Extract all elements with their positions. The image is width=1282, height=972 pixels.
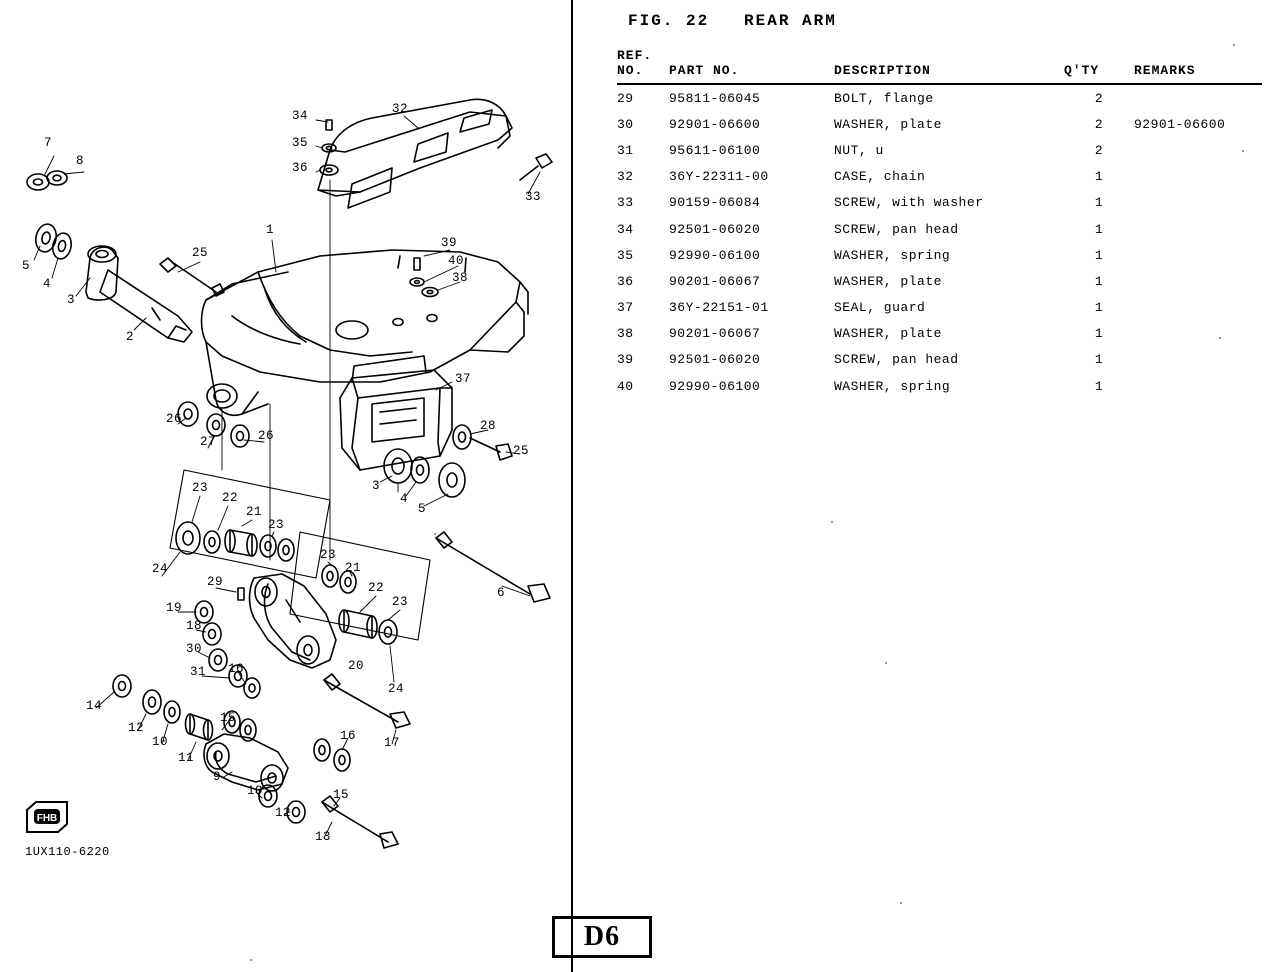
cell-qty: 1 [1094, 300, 1104, 316]
cell-description: SEAL, guard [834, 300, 926, 316]
cell-remarks [1134, 295, 1262, 321]
cell-ref-no: 32 [617, 169, 634, 185]
scan-speck [1242, 150, 1244, 152]
cell-part-no: 92501-06020 [669, 352, 761, 368]
cell-remarks [1134, 321, 1262, 347]
cell-part-no: 95611-06100 [669, 142, 761, 158]
cell-description: WASHER, plate [834, 273, 942, 289]
table-row [617, 216, 1262, 242]
cell-part-no: 95811-06045 [669, 90, 761, 106]
cell-part-no: 90201-06067 [669, 273, 761, 289]
callout-24b: 24 [388, 682, 405, 696]
column-header-ref-no [617, 48, 669, 84]
callout-23b: 23 [268, 518, 285, 532]
callout-39: 39 [441, 236, 458, 250]
page-code-badge [552, 916, 652, 958]
callout-13: 13 [315, 830, 332, 844]
cell-description: WASHER, plate [834, 116, 942, 132]
callout-1: 1 [266, 223, 275, 237]
callout-5: 5 [22, 259, 31, 273]
cell-ref-no: 30 [617, 116, 634, 132]
callout-15a: 15 [220, 711, 237, 725]
callout-22a: 22 [222, 491, 239, 505]
cell-qty: 2 [1094, 90, 1104, 106]
cell-qty: 1 [1094, 195, 1104, 211]
cell-part-no: 90159-06084 [669, 195, 761, 211]
table-row [617, 190, 1262, 216]
callout-10a: 10 [152, 735, 169, 749]
table-row [617, 111, 1262, 137]
callout-26a: 26 [166, 412, 183, 426]
cell-description: SCREW, with washer [834, 195, 984, 211]
callout-25b: 25 [513, 444, 530, 458]
cell-ref-no: 39 [617, 352, 634, 368]
cell-remarks [1134, 268, 1262, 294]
cell-qty: 1 [1094, 169, 1104, 185]
cell-remarks [1134, 373, 1262, 399]
callout-21b: 21 [345, 561, 362, 575]
callout-8: 8 [76, 154, 85, 168]
callout-3b: 3 [372, 479, 381, 493]
cell-description: BOLT, flange [834, 90, 934, 106]
cell-description: SCREW, pan head [834, 352, 959, 368]
figure-title: FIG. 22 REAR ARM [628, 12, 837, 30]
callout-18: 18 [186, 619, 203, 633]
parts-diagram [0, 0, 571, 972]
callout-12b: 12 [275, 806, 292, 820]
column-header-qty: Q'TY [1064, 48, 1134, 84]
cell-qty: 2 [1094, 142, 1104, 158]
cell-part-no: 36Y-22151-01 [669, 300, 769, 316]
cell-description: WASHER, spring [834, 378, 951, 394]
cell-description: NUT, u [834, 142, 884, 158]
scan-speck [434, 533, 436, 535]
cell-qty: 1 [1094, 247, 1104, 263]
cell-ref-no: 33 [617, 195, 634, 211]
table-row [617, 347, 1262, 373]
cell-part-no: 92990-06100 [669, 378, 761, 394]
cell-remarks [1134, 242, 1262, 268]
table-row [617, 268, 1262, 294]
ref-no-head-line1: REF. [617, 48, 653, 63]
cell-remarks [1134, 84, 1262, 111]
table-row [617, 164, 1262, 190]
callout-29: 29 [207, 575, 224, 589]
callout-5b: 5 [418, 502, 427, 516]
callout-32: 32 [392, 102, 409, 116]
cell-remarks [1134, 347, 1262, 373]
rear-arm-drawing [0, 0, 571, 972]
callout-9: 9 [213, 770, 222, 784]
scan-speck [250, 959, 252, 961]
callout-26b: 26 [258, 429, 275, 443]
parts-list-panel [571, 0, 1282, 972]
cell-remarks: 92901-06600 [1134, 116, 1226, 132]
callout-24a: 24 [152, 562, 169, 576]
callout-30: 30 [186, 642, 203, 656]
scan-speck [885, 662, 887, 664]
page-code-text: D6 [583, 921, 621, 952]
callout-15b: 15 [333, 788, 350, 802]
table-row [617, 84, 1262, 111]
column-header-description: DESCRIPTION [834, 48, 1064, 84]
cell-part-no: 92501-06020 [669, 221, 761, 237]
scan-speck [1233, 44, 1235, 46]
callout-22b: 22 [368, 581, 385, 595]
cell-qty: 1 [1094, 378, 1104, 394]
cell-qty: 1 [1094, 326, 1104, 342]
callout-17: 17 [384, 736, 401, 750]
callout-38: 38 [452, 271, 469, 285]
cell-remarks [1134, 190, 1262, 216]
column-header-part-no: PART NO. [669, 48, 834, 84]
callout-35: 35 [292, 136, 309, 150]
cell-qty: 1 [1094, 273, 1104, 289]
cell-ref-no: 38 [617, 326, 634, 342]
callout-31: 31 [190, 665, 207, 679]
callout-3: 3 [67, 293, 76, 307]
callout-16a: 16 [228, 662, 245, 676]
table-row [617, 321, 1262, 347]
callout-12a: 12 [128, 721, 145, 735]
cell-part-no: 92990-06100 [669, 247, 761, 263]
callout-6: 6 [497, 586, 506, 600]
drawing-number: 1UX110-6220 [25, 845, 110, 859]
callout-7: 7 [44, 136, 53, 150]
cell-qty: 1 [1094, 221, 1104, 237]
cell-part-no: 92901-06600 [669, 116, 761, 132]
cell-qty: 2 [1094, 116, 1104, 132]
callout-10b: 10 [247, 784, 264, 798]
cell-part-no: 90201-06067 [669, 326, 761, 342]
column-header-remarks: REMARKS [1134, 48, 1262, 84]
cell-part-no: 36Y-22311-00 [669, 169, 769, 185]
callout-16b: 16 [340, 729, 357, 743]
cell-ref-no: 40 [617, 378, 634, 394]
cell-description: WASHER, plate [834, 326, 942, 342]
cell-remarks [1134, 216, 1262, 242]
callout-23a: 23 [192, 481, 209, 495]
svg-text:FHB: FHB [36, 813, 58, 824]
cell-remarks [1134, 164, 1262, 190]
cell-description: SCREW, pan head [834, 221, 959, 237]
callout-4: 4 [43, 277, 52, 291]
table-row [617, 373, 1262, 399]
ref-no-head-line2: NO. [617, 63, 644, 78]
cell-ref-no: 34 [617, 221, 634, 237]
scan-speck [1219, 337, 1221, 339]
scan-speck [831, 521, 833, 523]
cell-description: CASE, chain [834, 169, 926, 185]
callout-11: 11 [178, 751, 195, 765]
callout-2: 2 [126, 330, 135, 344]
cell-ref-no: 29 [617, 90, 634, 106]
table-row [617, 137, 1262, 163]
parts-table [617, 48, 1262, 399]
callout-34: 34 [292, 109, 309, 123]
callout-20: 20 [348, 659, 365, 673]
callout-28: 28 [480, 419, 497, 433]
callout-23c: 23 [320, 548, 337, 562]
cell-ref-no: 37 [617, 300, 634, 316]
callout-25a: 25 [192, 246, 209, 260]
callout-23d: 23 [392, 595, 409, 609]
callout-36: 36 [292, 161, 309, 175]
callout-14: 14 [86, 699, 103, 713]
cell-qty: 1 [1094, 352, 1104, 368]
callout-33: 33 [525, 190, 542, 204]
table-row [617, 242, 1262, 268]
callout-27: 27 [200, 435, 217, 449]
fhb-logo-icon [24, 800, 70, 834]
callout-4b: 4 [400, 492, 409, 506]
scan-speck [900, 902, 902, 904]
cell-ref-no: 31 [617, 142, 634, 158]
callout-21a: 21 [246, 505, 263, 519]
cell-description: WASHER, spring [834, 247, 951, 263]
table-row [617, 295, 1262, 321]
cell-ref-no: 35 [617, 247, 634, 263]
cell-ref-no: 36 [617, 273, 634, 289]
callout-37: 37 [455, 372, 472, 386]
callout-40: 40 [448, 254, 465, 268]
callout-19: 19 [166, 601, 183, 615]
